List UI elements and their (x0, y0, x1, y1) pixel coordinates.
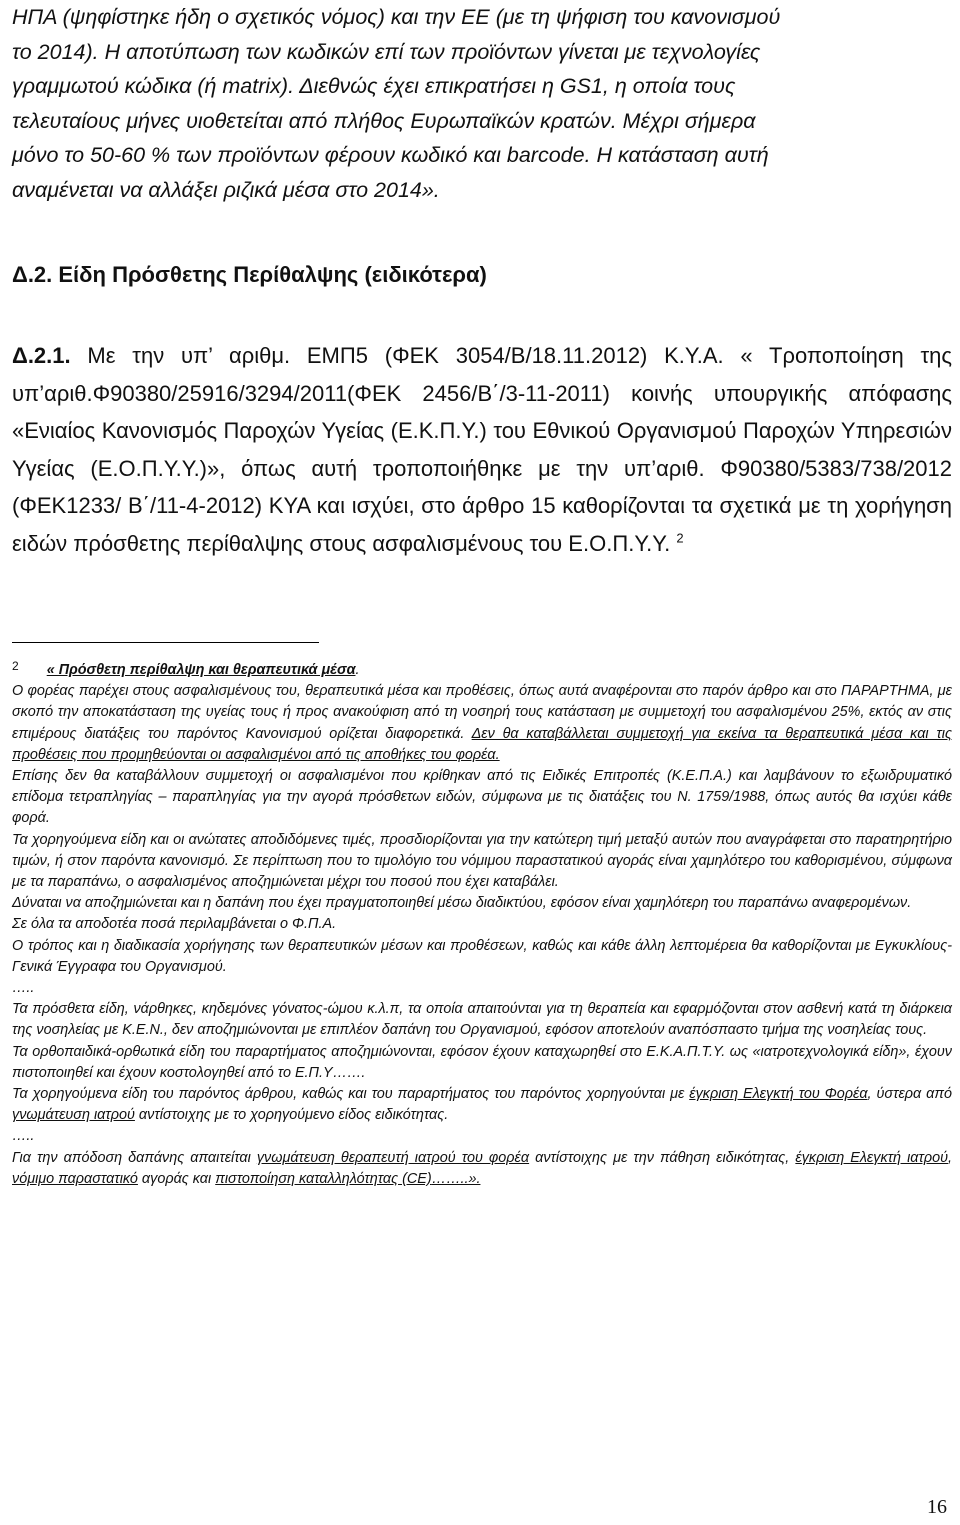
footnote-text-underlined: πιστοποίηση καταλληλότητας (CE) (215, 1170, 432, 1187)
footnote-text: , ύστερα από (867, 1086, 952, 1103)
intro-line: τελευταίους μήνες υιοθετείται από πλήθος Ευρωπαϊκών κρατών. Μέχρι σήμερα (12, 108, 756, 133)
section-heading: Δ.2. Είδη Πρόσθετης Περίθαλψης (ειδικότερα) (12, 262, 487, 287)
footnote-paragraph: Τα ορθοπαιδικά-ορθωτικά είδη του παραρτήματος αποζημιώνονται, εφόσον έχουν καταχωρηθεί στο Ε.Κ.Α.Π.Τ.Υ. ως «ιατροτεχνολογικά είδη», έχουν πιστοποιηθεί και έχουν κοστολογηθεί από το Ε.Π.Υ……. (12, 1043, 952, 1081)
footnote-paragraph: Σε όλα τα αποδοτέα ποσά περιλαμβάνεται ο Φ.Π.Α. (12, 916, 337, 933)
footnote-text: Τα χορηγούμενα είδη και οι ανώτατες αποδιδόμενες τιμές, προσδιορίζονται για την κατώτερη τιμή μεταξύ αυτών που αναγράφεται στο παρατηρητήριο τιμών, ή στον παρόντα κανονισμό. (12, 831, 952, 869)
footnote-paragraph: Ο τρόπος και η διαδικασία χορήγησης των θεραπευτικών μέσων και προθέσεων, καθώς και κάθε άλλη λεπτομέρεια θα καθορίζονται με Εγκυκλίους-Γενικά Έγγραφα του Οργανισμού. (12, 937, 952, 975)
intro-line: αναμένεται να αλλάξει ριζικά μέσα στο 2014». (12, 177, 440, 202)
subsection-text: Με την υπ’ αριθμ. ΕΜΠ5 (ΦΕΚ 3054/Β/18.11.2012) Κ.Υ.Α. « Τροποποίηση της υπ’αριθ.Φ90380/25916/3294/2011(ΦΕΚ 2456/Β΄/3-11-2011) κοινής υπουργικής απόφασης «Ενιαίος Κανονισμός Παροχών Υγείας (Ε.Κ.Π.Υ.) του Εθνικού Οργανισμού Παροχών Υπηρεσιών Υγείας (Ε.Ο.Π.Υ.Υ.)», όπως αυτή τροποποιήθηκε με την υπ’αριθ. Φ90380/5383/738/2012 (ΦΕΚ1233/ Β΄/11-4-2012) ΚΥΑ και ισχύει, στο άρθρο 15 καθορίζονται τα σχετικά με τη χορήγηση ειδών πρόσθετης περίθαλψης στους ασφαλισμένους του Ε.Ο.Π.Υ.Υ. (12, 343, 952, 556)
footnote-text-underlined: Δεν θα καταβάλλεται συμμετοχή για εκείνα τα θεραπευτικά μέσα και τις προθέσεις που προμηθεύονται οι ασφαλισμένοι από τις αποθήκες του φορέα. (12, 725, 952, 763)
footnote-text: , (948, 1149, 953, 1166)
footnote-text-underlined: έγκριση Ελεγκτή ιατρού (795, 1149, 949, 1166)
footnote-text-underlined: γνωμάτευση θεραπευτή ιατρού του φορέα (256, 1149, 530, 1166)
intro-line: μόνο το 50-60 % των προϊόντων φέρουν κωδικό και barcode. Η κατάσταση αυτή (12, 143, 769, 167)
footnote-title: « Πρόσθετη περίθαλψη και θεραπευτικά μέσα (46, 662, 356, 678)
footnote-text: Σε περίπτωση που το τιμολόγιο του νόμιμου παραστατικού αγοράς είναι χαμηλότερο του καθορισμένου, σύμφωνα με τα παραπάνω, ο ασφαλισμένος αποζημιώνεται μέχρι του ποσού που έχει καταβάλει. (12, 852, 952, 891)
footnote-text: Τα χορηγούμενα είδη του παρόντος άρθρου, καθώς και του παραρτήματος του παρόντος χορηγούνται με (12, 1086, 690, 1103)
footnote-text: Για την απόδοση δαπάνης απαιτείται (12, 1149, 257, 1166)
footnote-text: αντίστοιχης με την πάθηση ειδικότητας, (529, 1149, 796, 1166)
footnote-text: αγοράς και (137, 1170, 216, 1187)
footnote-text: αντίστοιχης με το χορηγούμενο είδος ειδικότητας. (134, 1107, 449, 1124)
footnote-separator (12, 642, 319, 643)
footnote-paragraph (12, 1084, 952, 1126)
footnote-paragraph: Δύναται να αποζημιώνεται και η δαπάνη που έχει πραγματοποιηθεί μέσω διαδικτύου, εφόσον είναι χαμηλότερη του παραπάνω αναφερομένων. (12, 895, 912, 912)
footnote-paragraph (12, 1148, 952, 1190)
intro-line: γραμμωτού κώδικα (ή matrix). Διεθνώς έχει επικρατήσει η GS1, η οποία τους (12, 74, 736, 98)
footnote-marker: 2 (12, 659, 19, 673)
footnote-paragraph: Τα πρόσθετα είδη, νάρθηκες, κηδεμόνες γόνατος-ώμου κ.λ.π, τα οποία απαιτούνται για τη θεραπεία και εφαρμόζονται στον ασθενή κατά τη διάρκεια της νοσηλείας με Κ.Ε.Ν., δεν αποζημιώνονται με επιπλέον δαπάνη του Οργανισμού, εφόσον αποτελούν αναπόσπαστο τμήμα της νοσηλείας τους. (12, 1001, 952, 1039)
footnote-text-underlined: ……..». (431, 1170, 481, 1187)
footnote-text: Ο φορέας παρέχει στους ασφαλισμένους του, θεραπευτικά μέσα και προθέσεις, όπως αυτά αναφέρονται στο παρόν άρθρο και στο ΠΑΡΑΡΤΗΜΑ, με σκοπό την αποκατάσταση της υγείας τους ή προς ανακούφιση από τη νοσηρή τους κατάσταση με συμμετοχή του ασφαλισμένου 25%, εκτός αν στις επιμέρους διατάξεις του παρόντος Κανονισμού ορίζεται διαφορετικά. (12, 683, 952, 742)
footnote-ellipsis: ….. (12, 1128, 35, 1145)
footnote-reference[interactable]: 2 (676, 530, 684, 546)
footnote: $^2$ « Πρόσθετη περίθαλψη και θεραπευτικά μέσα. Ο φορέας παρέχει στους ασφαλισμένους του, θεραπευτικά μέσα και προθέσεις, όπως αυτά αναφέρονται στο παρόν άρθρο και στο ΠΑΡΑΡΤΗΜΑ, με σκοπό την αποκατάσταση της υγείας τους ή προς ανακούφιση από τη νοσηρή τους κατάσταση με συμμετοχή του ασφαλισμένου 25%, εκτός αν στις επιμέρους διατάξεις του παρόντος Κανονισμού ορίζεται διαφορετικά. Δεν θα καταβάλλεται συμμετοχή για εκείνα τα θεραπευτικά μέσα και τις προθέσεις που προμηθεύονται οι ασφαλισμένοι από τις αποθήκες του φορέα. Επίσης δεν θα καταβάλλουν συμμετοχή οι ασφαλισμένοι που κρίθηκαν από τις Ειδικές Επιτροπές (Κ.Ε.Π.Α.) και λαμβάνουν το εξωιδρυματικό επίδομα τετραπληγίας – παραπληγίας για την αγορά πρόσθετων ειδών, σύμφωνα με τις διατάξεις του Ν. 1759/1988, όπως αυτός θα ισχύει κάθε φορά. Τα χορηγούμενα είδη και οι ανώτατες αποδιδόμενες τιμές, προσδιορίζονται για την κατώτερη τιμή μεταξύ αυτών που αναγράφεται στο παρατηρητήριο τιμών, ή στον παρόντα κανονισμό. Σε περίπτωση που το τιμολόγιο του νόμιμου παραστατικού αγοράς είναι χαμηλότερο του καθορισμένου, σύμφωνα με τα παραπάνω, ο ασφαλισμένος αποζημιώνεται μέχρι του ποσού που έχει καταβάλει. Δύναται να αποζημιώνεται και η δαπάνη που έχει πραγματοποιηθεί μέσω διαδικτύου, εφόσον είναι χαμηλότερη του παραπάνω αναφερομένων. Σε όλα τα αποδοτέα ποσά περιλαμβάνεται ο Φ.Π.Α. Ο τρόπος και η διαδικασία χορήγησης των θεραπευτικών μέσων και προθέσεων, καθώς και κάθε άλλη λεπτομέρεια θα καθορίζονται με Εγκυκλίους-Γενικά Έγγραφα του Οργανισμού. ….. Τα πρόσθετα είδη, νάρθηκες, κηδεμόνες γόνατος-ώμου κ.λ.π, τα οποία απαιτούνται για τη θεραπεία και εφαρμόζονται στον ασθενή κατά τη διάρκεια της νοσηλείας με Κ.Ε.Ν., δεν αποζημιώνονται με επιπλέον δαπάνη του Οργανισμού, εφόσον αποτελούν αναπόσπαστο τμήμα της νοσηλείας τους. Τα ορθοπαιδικά-ορθωτικά είδη του παραρτήματος αποζημιώνονται, εφόσον έχουν καταχωρηθεί στο Ε.Κ.Α.Π.Τ.Υ. ως «ιατροτεχνολογικά είδη», έχουν πιστοποιηθεί και έχουν κοστολογηθεί από το Ε.Π.Υ……. Τα χορηγούμενα είδη του παρόντος άρθρου, καθώς και του παραρτήματος του παρόντος χορηγούνται με έγκριση Ελεγκτή του Φορέα, ύστερα από γνωμάτευση ιατρού αντίστοιχης με το χορηγούμενο είδος ειδικότητας. ….. Για την απόδοση δαπάνης απαιτείται γνωμάτευση θεραπευτή ιατρού του φορέα αντίστοιχης με την πάθηση ειδικότητας, έγκριση Ελεγκτή ιατρού, νόμιμο παραστατικό αγοράς και πιστοποίηση καταλληλότητας (CE)……..». (12, 660, 952, 1190)
footnote-text-underlined: έγκριση Ελεγκτή του Φορέα (689, 1086, 868, 1103)
intro-line: το 2014). Η αποτύπωση των κωδικών επί των προϊόντων γίνεται με τεχνολογίες (12, 39, 761, 64)
subsection-paragraph (12, 337, 952, 562)
subsection-number: Δ.2.1. (12, 343, 71, 368)
intro-paragraph (12, 0, 952, 207)
footnote-paragraph (12, 830, 952, 894)
footnote-text-underlined: γνωμάτευση ιατρού (12, 1107, 135, 1124)
footnote-paragraph: Επίσης δεν θα καταβάλλουν συμμετοχή οι ασφαλισμένοι που κρίθηκαν από τις Ειδικές Επιτροπές (Κ.Ε.Π.Α.) και λαμβάνουν το εξωιδρυματικό επίδομα τετραπληγίας – παραπληγίας για την αγορά πρόσθετων ειδών, σύμφωνα με τις διατάξεις του Ν. 1759/1988, όπως αυτός θα ισχύει κάθε φορά. (12, 768, 952, 827)
footnote-paragraph (12, 681, 952, 766)
footnote-ellipsis: ….. (12, 980, 35, 997)
page-number: 16 (927, 1496, 947, 1518)
footnote-text-underlined: νόμιμο παραστατικό (12, 1170, 138, 1187)
intro-line: ΗΠΑ (ψηφίστηκε ήδη ο σχετικός νόμος) και την ΕΕ (με τη ψήφιση του κανονισμού (12, 5, 781, 29)
